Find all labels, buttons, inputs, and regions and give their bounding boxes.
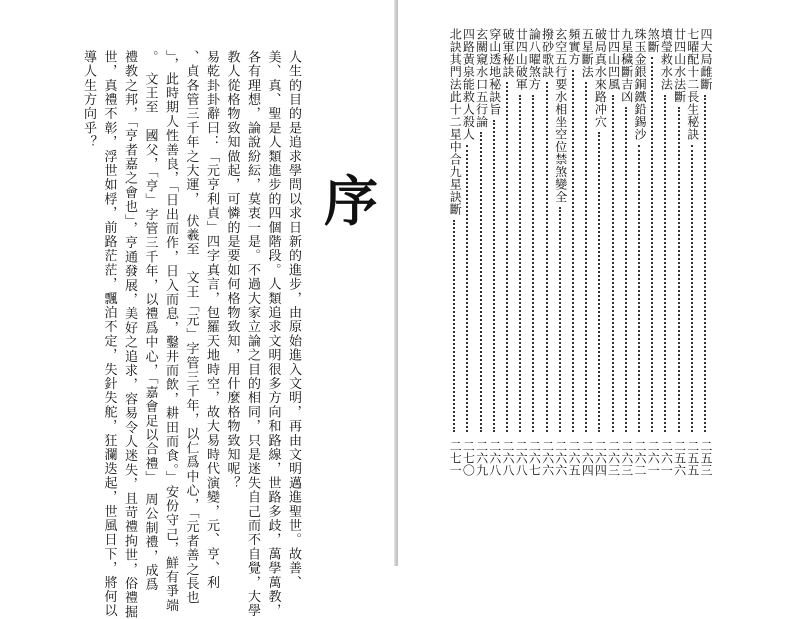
toc-entry-title: 北訣其門法此十二星中合九星訣斷 [448,28,463,216]
preface-column: 各有理想，論說紛紜，莫衷一是。不過大家立論之目的相同，只是迷失自己而不自覺，大學 [245,50,260,618]
toc-entry-title: 墳瑩救水法 [659,28,674,91]
toc-page-number: 二七一 [448,440,463,476]
toc-leader-dots [546,82,548,432]
toc-leader-dots [612,95,614,433]
toc-entry-title: 廿四山水法斷 [672,28,687,103]
preface-column: 。 文王至 國父，「亨」字管三千年，以禮爲中心，「嘉會足以合禮」 周公制禮，成爲 [142,50,158,592]
preface-heading: 序 [324,170,378,233]
toc-leader-dots [651,57,653,432]
toc-page-number: 二六七 [527,440,542,476]
preface-column: 教人從格物致知做起，可憐的是要如何格物致知，用什麼格物致知呢？ [224,50,240,491]
toc-entry-title: 頻實方 [567,28,581,66]
toc-entry-title: 九星穢斷吉凶 [619,28,634,103]
toc-page-number: 二六六 [540,440,555,476]
toc-entry-title: 七曜配十二長生秘訣 [685,28,700,141]
preface-column: 導人生方向乎？ [81,50,96,150]
toc-page-number: 二六三 [619,440,634,476]
toc-leader-dots [466,145,468,433]
toc-entry-title: 穿山透地秘訣旨 [487,28,502,116]
preface-column: 、貞各管三千年之大運， 伏羲至 文王「元」字管三千年，以仁爲中心，「元者善之長也 [183,50,199,605]
preface-column: 易乾卦卦辭曰：「元亨利貞」四字真言，包羅天地時空，故大易時代演變，元、亨、利 [204,50,219,590]
toc-entry-title: 四路黃泉能救人殺人 [461,28,476,141]
toc-entry-title: 撥砂歌訣 [540,28,555,78]
toc-page-number: 二六八 [514,440,529,476]
toc-leader-dots [493,120,495,433]
toc-entry-title: 論八曜煞方 [527,28,542,91]
toc-leader-dots [638,145,640,433]
toc-page-number: 二六三 [606,440,621,476]
toc-entry-title: 玄關窺水口五行論 [474,28,489,128]
toc-leader-dots [480,132,482,432]
toc-leader-dots [691,145,693,433]
toc-page-number: 二五五 [685,440,700,476]
toc-leader-dots [453,220,455,433]
toc-page-number: 二五六 [672,440,687,476]
preface-column: 世，真禮不彰，浮世如桴，前路茫茫，飄泊不定，失針失舵，狂瀾迭起，世風日下，將何以 [101,50,117,618]
toc-page-number: 二六二 [633,440,647,476]
toc-page-number: 二六八 [501,440,515,476]
toc-entry-title: 五星斷法 [580,28,595,78]
toc-leader-dots [664,95,666,433]
preface-column: 禮教之邦，「亨者嘉之會也」，亨通發展，美好之追求，容易令人迷失，且苛禮拘世，俗禮掘 [122,50,137,619]
toc-entry-title: 廿四山凹風 [606,28,621,91]
toc-page-number: 二六一 [659,440,674,476]
toc-page-number: 二六四 [580,440,595,476]
toc-entry-title: 玄空五行要水相坐空位禁煞變全 [553,28,568,203]
toc-entry-title: 四大局雌斷 [699,28,713,91]
toc-entry-title: 破軍秘訣 [501,28,515,78]
toc-leader-dots [519,95,521,433]
toc-page-number: 二六九 [474,440,489,476]
table-of-contents-page [398,0,793,566]
toc-page-number: 二六八 [487,440,502,476]
toc-leader-dots [532,95,534,433]
toc-page-number: 二七〇 [461,440,476,476]
toc-leader-dots [625,107,627,432]
toc-leader-dots [559,207,561,432]
toc-entry-title: 煞斷 [646,28,661,53]
toc-entry-title: 破局真水來路冲穴 [593,28,608,128]
toc-page-number: 二六一 [646,440,661,476]
toc-page-number: 二六六 [553,440,568,476]
toc-page-number: 二五三 [699,440,713,476]
preface-column: 人生的目的是追求學問以求日新的進步，由原始進入文明，再由文明邁進聖世。故善、 [286,50,301,590]
toc-entry-title: 珠玉金銀銅鐵鉛錫沙 [633,28,647,141]
toc-leader-dots [678,107,680,432]
toc-leader-dots [598,132,600,432]
toc-leader-dots [506,82,508,432]
toc-page-number: 二六四 [593,440,608,476]
preface-column: 美、真、聖是人類進步的四個階段。人類追求文明很多方向和路線，世路多歧，萬學萬教， [265,50,281,618]
toc-leader-dots [585,82,587,432]
preface-column: 」，此時期人性善良，「日出而作，日入而息，鑿井而飲，耕田而食。」安份守己，鮮有爭端 [163,50,178,613]
toc-page-number: 二六五 [567,440,581,476]
toc-leader-dots [704,95,706,433]
toc-entry-title: 廿四山破軍 [514,28,529,91]
toc-leader-dots [572,70,574,433]
